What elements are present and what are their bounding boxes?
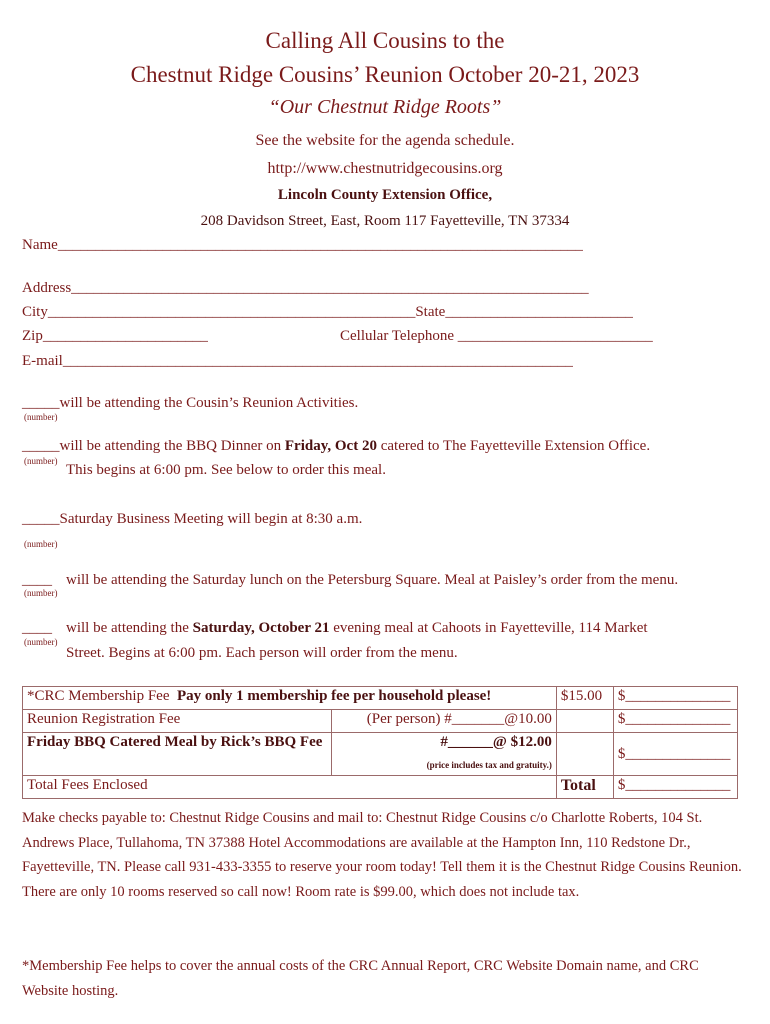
number-label: (number): [24, 588, 58, 598]
reunion-theme: “Our Chestnut Ridge Roots”: [268, 96, 502, 118]
number-label: (number): [24, 539, 58, 549]
registration-fee-note[interactable]: (Per person) #_______@10.00: [332, 710, 557, 733]
bbq-fee-amount[interactable]: $______________: [613, 733, 737, 776]
number-label: (number): [24, 456, 58, 466]
email-field[interactable]: E-mail____________________________________________________________________: [22, 353, 573, 369]
fee-row-total: [23, 776, 738, 799]
membership-fee-price: $15.00: [556, 687, 613, 710]
fee-row-bbq: [23, 733, 738, 776]
reunion-activities-line[interactable]: _____will be attending the Cousin’s Reunion Activities.: [22, 395, 359, 411]
bbq-dinner-note: This begins at 6:00 pm. See below to order this meal.: [66, 462, 386, 478]
total-fees-label: Total Fees Enclosed: [23, 776, 557, 799]
name-field[interactable]: Name______________________________________________________________________: [22, 237, 583, 253]
title-line-2: Chestnut Ridge Cousins’ Reunion October 20-21, 2023: [130, 62, 640, 87]
saturday-dinner-note: Street. Begins at 6:00 pm. Each person will order from the menu.: [66, 645, 458, 661]
registration-fee-amount[interactable]: $______________: [613, 710, 737, 733]
city-state-field[interactable]: City_________________________________________________State_________________________: [22, 304, 633, 320]
total-word: Total: [556, 776, 613, 799]
cell-phone-field[interactable]: Cellular Telephone __________________________: [340, 328, 653, 344]
website-url: http://www.chestnutridgecousins.org: [267, 160, 503, 177]
membership-fee-label: *CRC Membership Fee: [27, 688, 170, 704]
membership-fee-footnote: *Membership Fee helps to cover the annual costs of the CRC Annual Report, CRC Website Domain name, and CRC Website hosting.: [22, 958, 699, 999]
saturday-lunch-line: will be attending the Saturday lunch on the Petersburg Square. Meal at Paisley’s order from the menu.: [66, 572, 679, 588]
number-label: (number): [24, 637, 58, 647]
fees-table: [22, 686, 738, 799]
registration-fee-label: Reunion Registration Fee: [23, 710, 332, 733]
title-line-1: Calling All Cousins to the: [265, 28, 505, 53]
bbq-dinner-line[interactable]: _____will be attending the BBQ Dinner on Friday, Oct 20 catered to The Fayetteville Extension Office.: [22, 438, 651, 454]
payment-instructions: Make checks payable to: Chestnut Ridge Cousins and mail to: Chestnut Ridge Cousins c/o Charlotte Roberts, 104 St. Andrews Place, Tullahoma, TN 37388 Hotel Accommodations are available at the Hampton Inn, 110 Redstone Dr., Fayetteville, TN. Please call 931-433-3355 to reserve your room today! Tell them it is the Chestnut Ridge Cousins Reunion. There are only 10 rooms reserved so call now! Room rate is $99.00, which does not include tax.: [22, 810, 742, 900]
membership-fee-amount[interactable]: $______________: [613, 687, 737, 710]
fee-row-registration: [23, 710, 738, 733]
bbq-fee-label: Friday BBQ Catered Meal by Rick’s BBQ Fee: [23, 733, 332, 776]
saturday-dinner-line: will be attending the Saturday, October 21 evening meal at Cahoots in Fayetteville, 114 Market: [66, 620, 648, 636]
website-note: See the website for the agenda schedule.: [255, 132, 515, 149]
fee-row-membership: [23, 687, 738, 710]
number-label: (number): [24, 412, 58, 422]
office-name: Lincoln County Extension Office,: [277, 187, 493, 203]
total-fees-amount[interactable]: $______________: [613, 776, 737, 799]
saturday-lunch-blank[interactable]: ____: [22, 572, 52, 588]
bbq-fee-subnote: (price includes tax and gratuity.): [426, 760, 552, 770]
saturday-dinner-blank[interactable]: ____: [22, 620, 52, 636]
office-address: 208 Davidson Street, East, Room 117 Fayetteville, TN 37334: [200, 213, 570, 229]
zip-field[interactable]: Zip______________________: [22, 328, 208, 344]
address-field[interactable]: Address_____________________________________________________________________: [22, 280, 589, 296]
membership-fee-note: Pay only 1 membership fee per household please!: [177, 688, 492, 704]
business-meeting-line[interactable]: _____Saturday Business Meeting will begin at 8:30 a.m.: [22, 511, 363, 527]
bbq-fee-note[interactable]: #______@ $12.00: [440, 734, 552, 750]
